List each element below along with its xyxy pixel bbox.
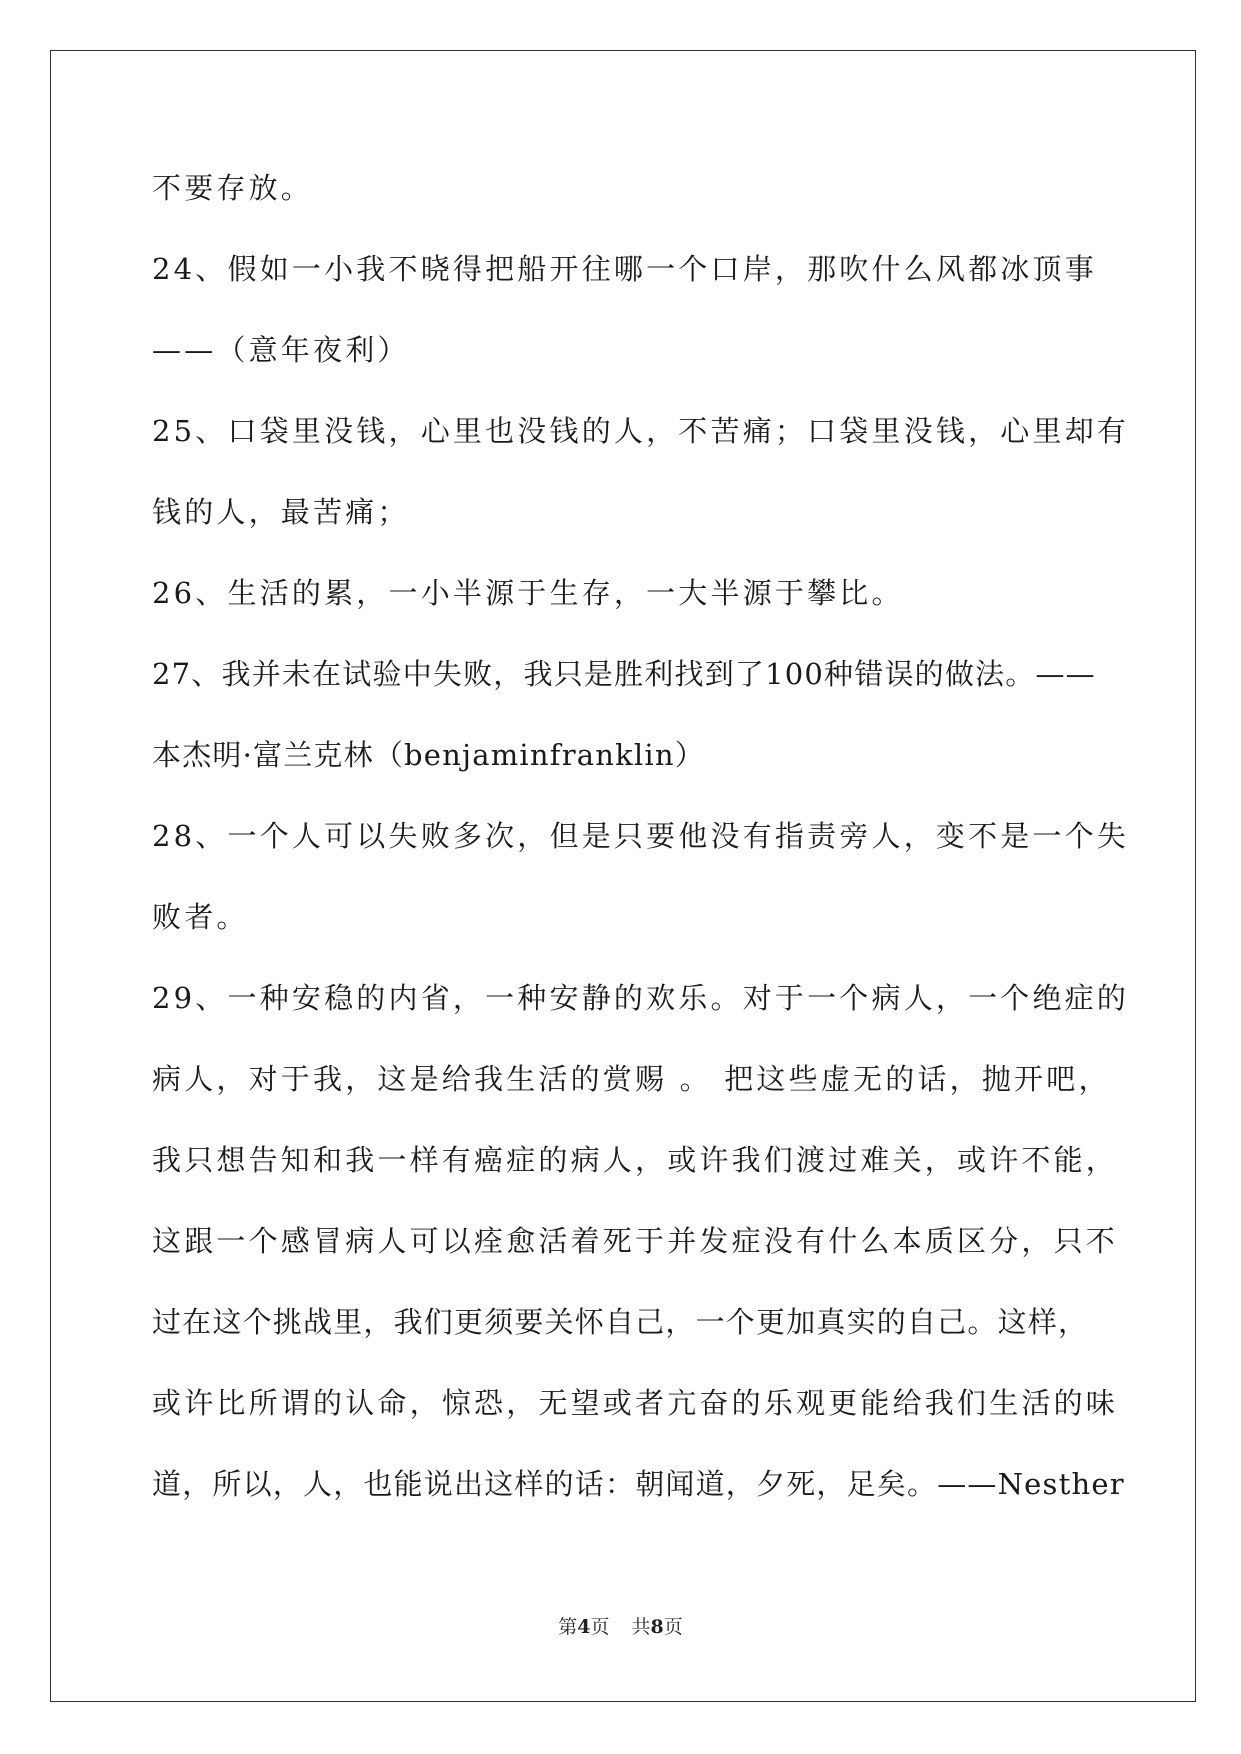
text-line: 道，所以，人，也能说出这样的话：朝闻道，夕死，足矣。——Nesther	[152, 1467, 1125, 1501]
text-line: 或许比所谓的认命，惊恐，无望或者亢奋的乐观更能给我们生活的味	[152, 1386, 1119, 1420]
text-line: ——（意年夜利）	[152, 333, 410, 367]
text-line: 27、我并未在试验中失败，我只是胜利找到了100种错误的做法。——	[152, 657, 1096, 691]
text-line: 25、口袋里没钱，心里也没钱的人，不苦痛；口袋里没钱，心里却有	[152, 414, 1130, 448]
text-line: 败者。	[152, 900, 249, 934]
text-line: 26、生活的累，一小半源于生存，一大半源于攀比。	[152, 576, 904, 610]
text-line: 过在这个挑战里，我们更须要关怀自己，一个更加真实的自己。这样，	[152, 1305, 1089, 1339]
text-line: 不要存放。	[152, 171, 314, 205]
text-line: 我只想告知和我一样有癌症的病人，或许我们渡过难关，或许不能，	[152, 1143, 1119, 1177]
footer-total-suffix: 页	[663, 1616, 683, 1638]
text-line: 29、一种安稳的内省，一种安静的欢乐。对于一个病人，一个绝症的	[152, 981, 1130, 1015]
text-line: 28、一个人可以失败多次，但是只要他没有指责旁人，变不是一个失	[152, 819, 1130, 853]
footer-prefix: 第	[558, 1616, 578, 1638]
text-line: 24、假如一小我不晓得把船开往哪一个口岸，那吹什么风都冰顶事	[152, 252, 1097, 286]
page-footer	[0, 1612, 1241, 1639]
text-line: 这跟一个感冒病人可以痊愈活着死于并发症没有什么本质区分，只不	[152, 1224, 1119, 1258]
document-body	[152, 168, 1130, 1545]
text-line: 本杰明·富兰克林（benjaminfranklin）	[152, 738, 705, 772]
footer-total-prefix: 共	[631, 1616, 651, 1638]
current-page-number: 4	[577, 1616, 591, 1638]
text-line: 钱的人，最苦痛；	[152, 495, 410, 529]
total-pages-number: 8	[650, 1616, 664, 1638]
text-line: 病人，对于我，这是给我生活的赏赐 。 把这些虚无的话，抛开吧，	[152, 1062, 1111, 1096]
footer-page-word: 页	[590, 1616, 610, 1638]
